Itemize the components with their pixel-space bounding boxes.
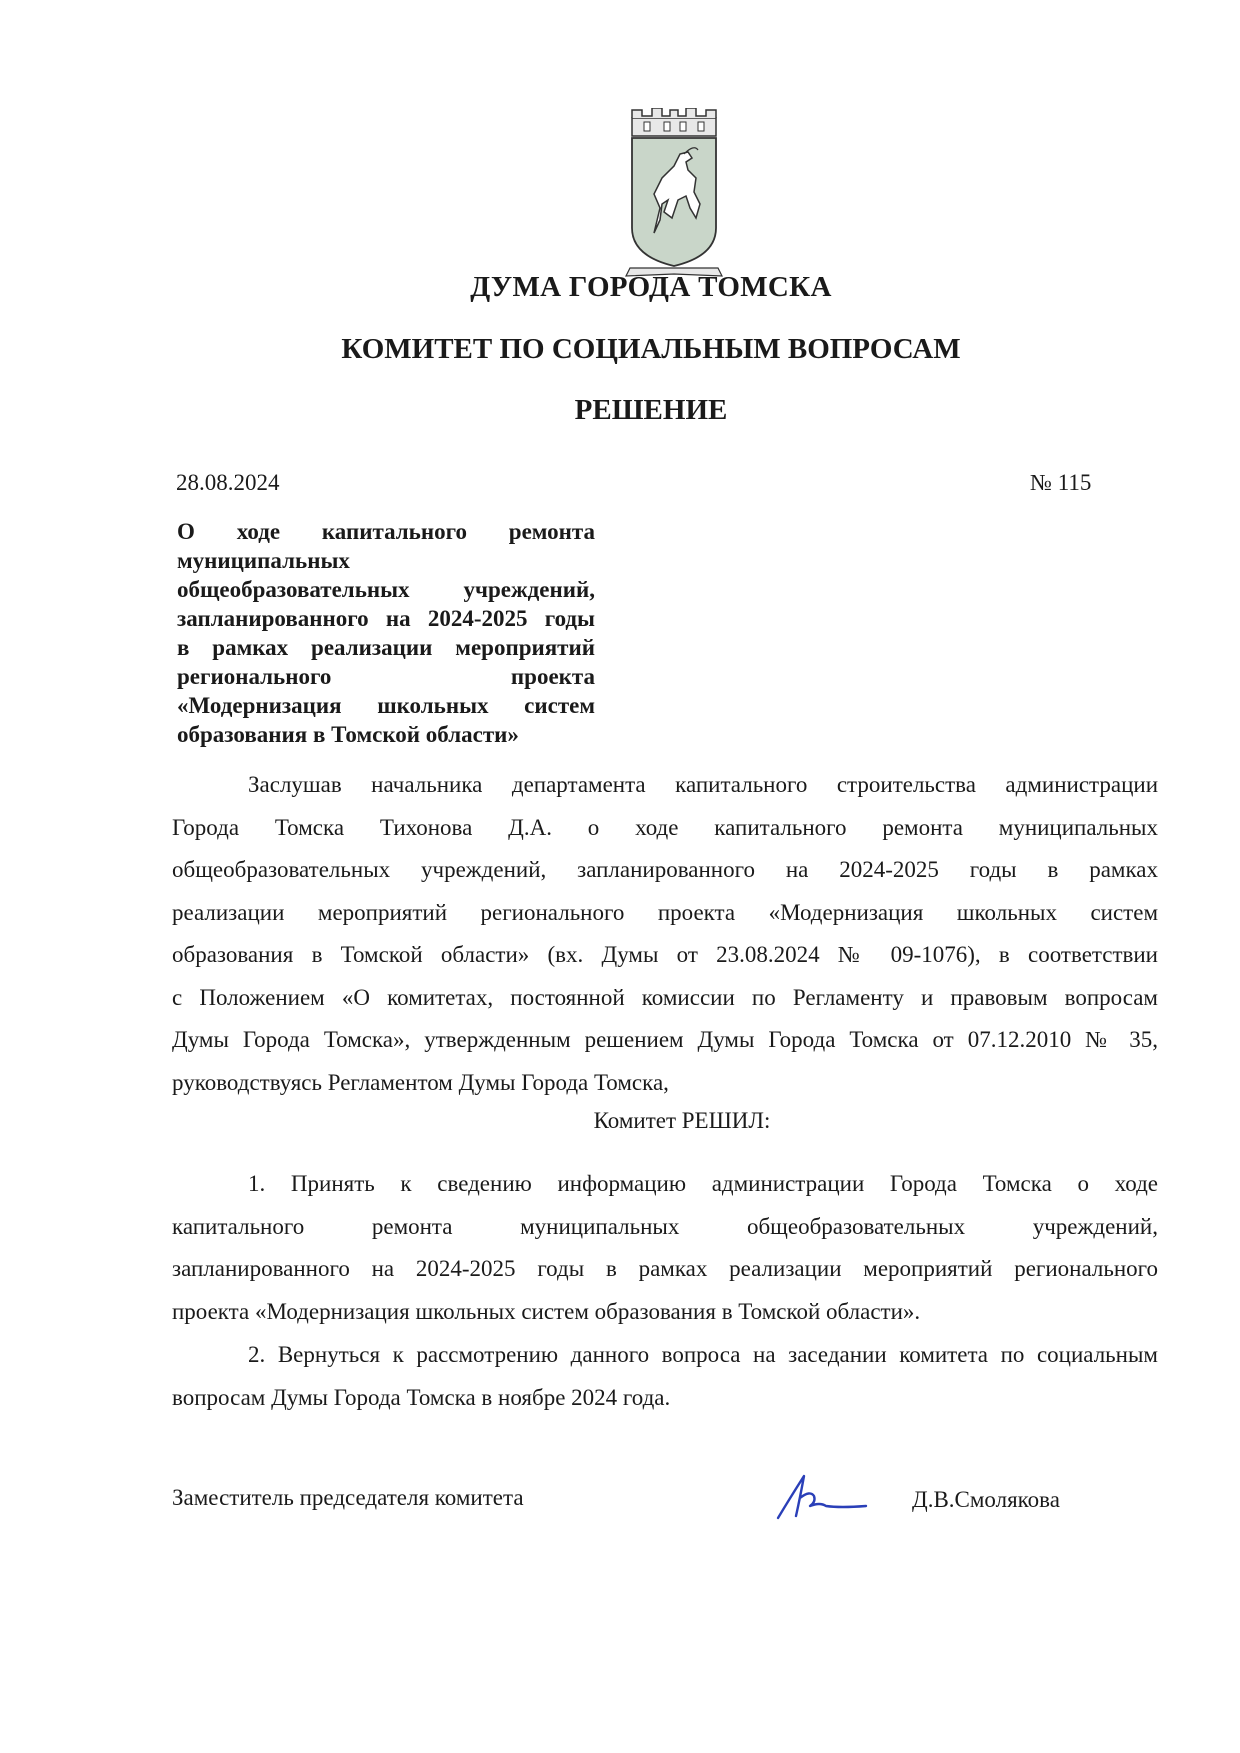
preamble-line: с Положением «О комитетах, постоянной комиссии по Регламенту и правовым вопросам <box>172 984 1158 1010</box>
signatory-position: Заместитель председателя комитета <box>172 1485 524 1510</box>
resolution-heading: Комитет РЕШИЛ: <box>593 1108 771 1133</box>
document-subject <box>177 517 595 749</box>
preamble-line: руководствуясь Регламентом Думы Города Томска, <box>172 1069 669 1095</box>
preamble-line: образования в Томской области» (вх. Думы от 23.08.2024 № 09-1076), в соответствии <box>172 942 1158 967</box>
preamble-line: общеобразовательных учреждений, запланированного на 2024-2025 годы в рамках <box>172 857 1158 882</box>
resolution-item-2 <box>172 1334 1158 1419</box>
item-line: запланированного на 2024-2025 годы в рамках реализации мероприятий регионального <box>172 1256 1158 1281</box>
preamble-line: реализации мероприятий регионального проекта «Модернизация школьных систем <box>172 899 1158 925</box>
item-line: капитального ремонта муниципальных общеобразовательных учреждений, <box>172 1213 1158 1239</box>
item-line: 1. Принять к сведению информацию администрации Города Томска о ходе <box>248 1171 1158 1196</box>
preamble-line: Думы Города Томска», утвержденным решением Думы Города Томска от 07.12.2010 № 35, <box>172 1027 1158 1052</box>
item-line: вопросам Думы Города Томска в ноябре 2024 года. <box>172 1384 671 1410</box>
subject-line: «Модернизация школьных систем <box>177 693 595 718</box>
subject-line: общеобразовательных учреждений, <box>177 577 595 602</box>
subject-line: регионального проекта <box>177 664 595 689</box>
tomsk-coat-of-arms-icon <box>624 108 724 280</box>
subject-line: запланированного на 2024-2025 годы <box>177 606 595 631</box>
preamble-paragraph <box>172 764 1158 1104</box>
resolution-item-1 <box>172 1163 1158 1333</box>
subject-line: образования в Томской области» <box>177 722 519 747</box>
handwritten-signature-icon <box>770 1468 870 1528</box>
document-date: 28.08.2024 <box>176 470 280 495</box>
subject-line: О ходе капитального ремонта <box>177 519 595 544</box>
subject-line: муниципальных <box>177 548 350 573</box>
subject-line: в рамках реализации мероприятий <box>177 635 595 660</box>
preamble-line: Заслушав начальника департамента капитального строительства администрации <box>248 772 1158 797</box>
organization-title: ДУМА ГОРОДА ТОМСКА <box>470 271 832 303</box>
committee-title: КОМИТЕТ ПО СОЦИАЛЬНЫМ ВОПРОСАМ <box>341 333 961 365</box>
signatory-name: Д.В.Смолякова <box>912 1487 1060 1512</box>
item-line: 2. Вернуться к рассмотрению данного вопроса на заседании комитета по социальным <box>248 1342 1158 1367</box>
document-type-heading: РЕШЕНИЕ <box>574 394 728 426</box>
document-number: № 115 <box>1030 470 1092 495</box>
item-line: проекта «Модернизация школьных систем образования в Томской области». <box>172 1298 921 1324</box>
preamble-line: Города Томска Тихонова Д.А. о ходе капитального ремонта муниципальных <box>172 814 1158 840</box>
